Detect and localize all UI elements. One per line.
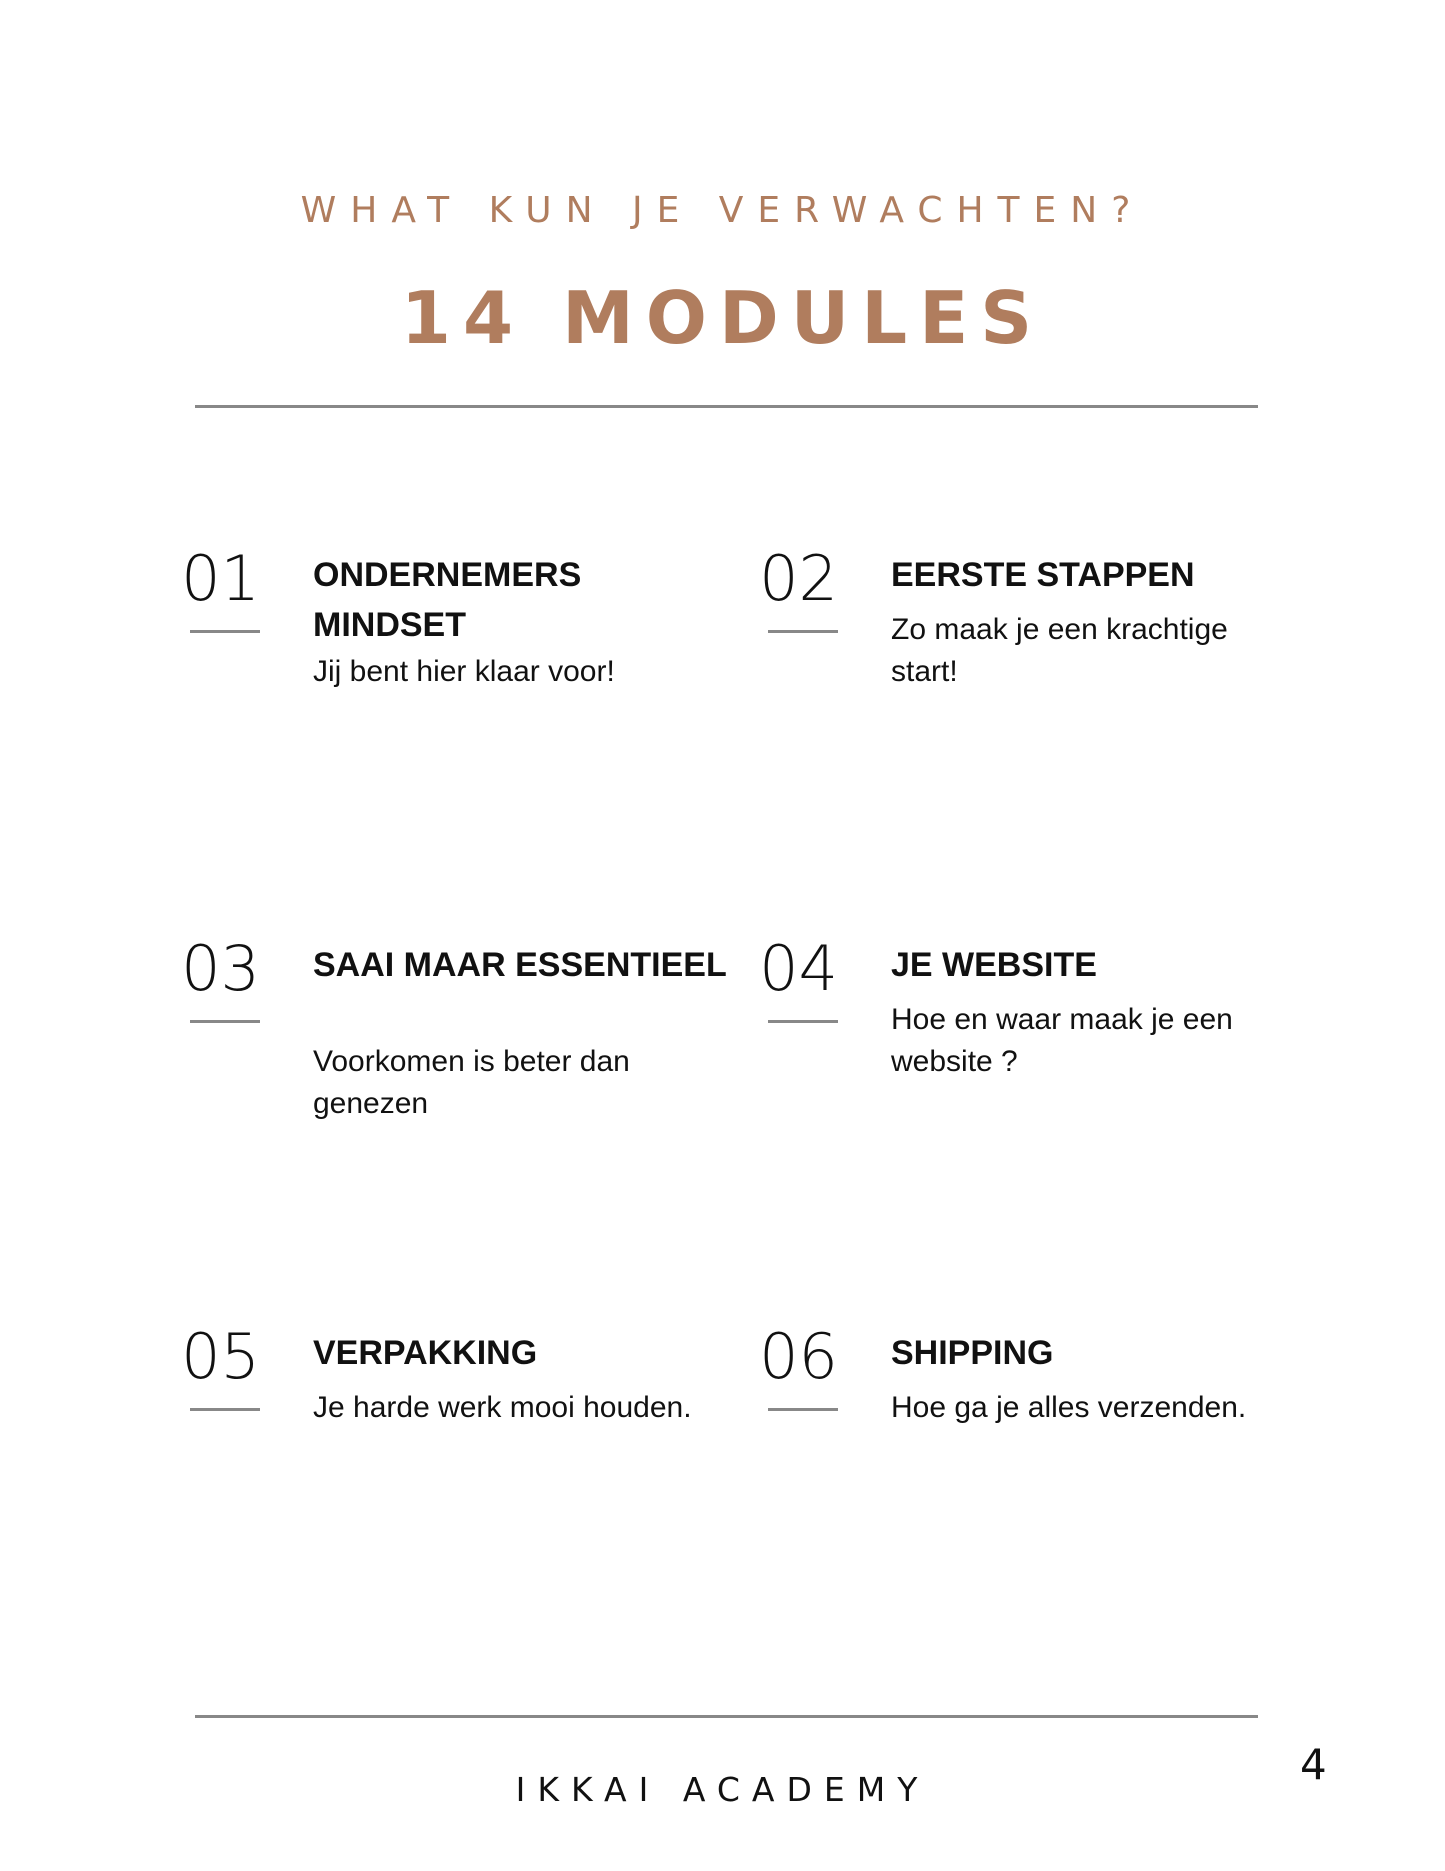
module-item bbox=[758, 932, 1318, 1198]
module-item bbox=[180, 542, 740, 808]
module-title: SAAI MAAR ESSENTIEEL bbox=[313, 946, 727, 984]
module-number: 03 bbox=[181, 932, 260, 1005]
module-description: Hoe en waar maak je een website ? bbox=[891, 1003, 1233, 1078]
module-dash bbox=[190, 630, 260, 633]
page-title: 14 MODULES bbox=[400, 276, 1045, 360]
module-item bbox=[758, 1320, 1318, 1586]
footer-divider bbox=[195, 1715, 1258, 1718]
module-dash bbox=[190, 1020, 260, 1023]
module-item bbox=[758, 542, 1318, 808]
module-description: Je harde werk mooi houden. bbox=[313, 1391, 692, 1424]
module-number: 05 bbox=[181, 1320, 260, 1393]
module-dash bbox=[190, 1408, 260, 1411]
module-title: EERSTE STAPPEN bbox=[891, 556, 1195, 594]
module-dash bbox=[768, 1408, 838, 1411]
module-title: JE WEBSITE bbox=[891, 946, 1097, 984]
page-number: 4 bbox=[1300, 1740, 1327, 1789]
module-description: Voorkomen is beter dan genezen bbox=[313, 1045, 630, 1120]
module-description: Zo maak je een krachtige start! bbox=[891, 613, 1228, 688]
module-item bbox=[180, 1320, 740, 1586]
header-divider bbox=[195, 405, 1258, 408]
module-dash bbox=[768, 1020, 838, 1023]
module-number: 02 bbox=[759, 542, 838, 615]
section-kicker: WHAT KUN JE VERWACHTEN? bbox=[300, 190, 1145, 231]
footer-brand: IKKAI ACADEMY bbox=[515, 1770, 930, 1809]
module-number: 04 bbox=[759, 932, 838, 1005]
module-dash bbox=[768, 630, 838, 633]
module-title: SHIPPING bbox=[891, 1334, 1054, 1372]
module-number: 01 bbox=[181, 542, 260, 615]
module-title: VERPAKKING bbox=[313, 1334, 538, 1372]
module-description: Hoe ga je alles verzenden. bbox=[891, 1391, 1247, 1424]
module-description: Jij bent hier klaar voor! bbox=[313, 655, 615, 688]
module-number: 06 bbox=[759, 1320, 838, 1393]
module-title: ONDERNEMERS MINDSET bbox=[313, 556, 582, 644]
module-item bbox=[180, 932, 740, 1198]
